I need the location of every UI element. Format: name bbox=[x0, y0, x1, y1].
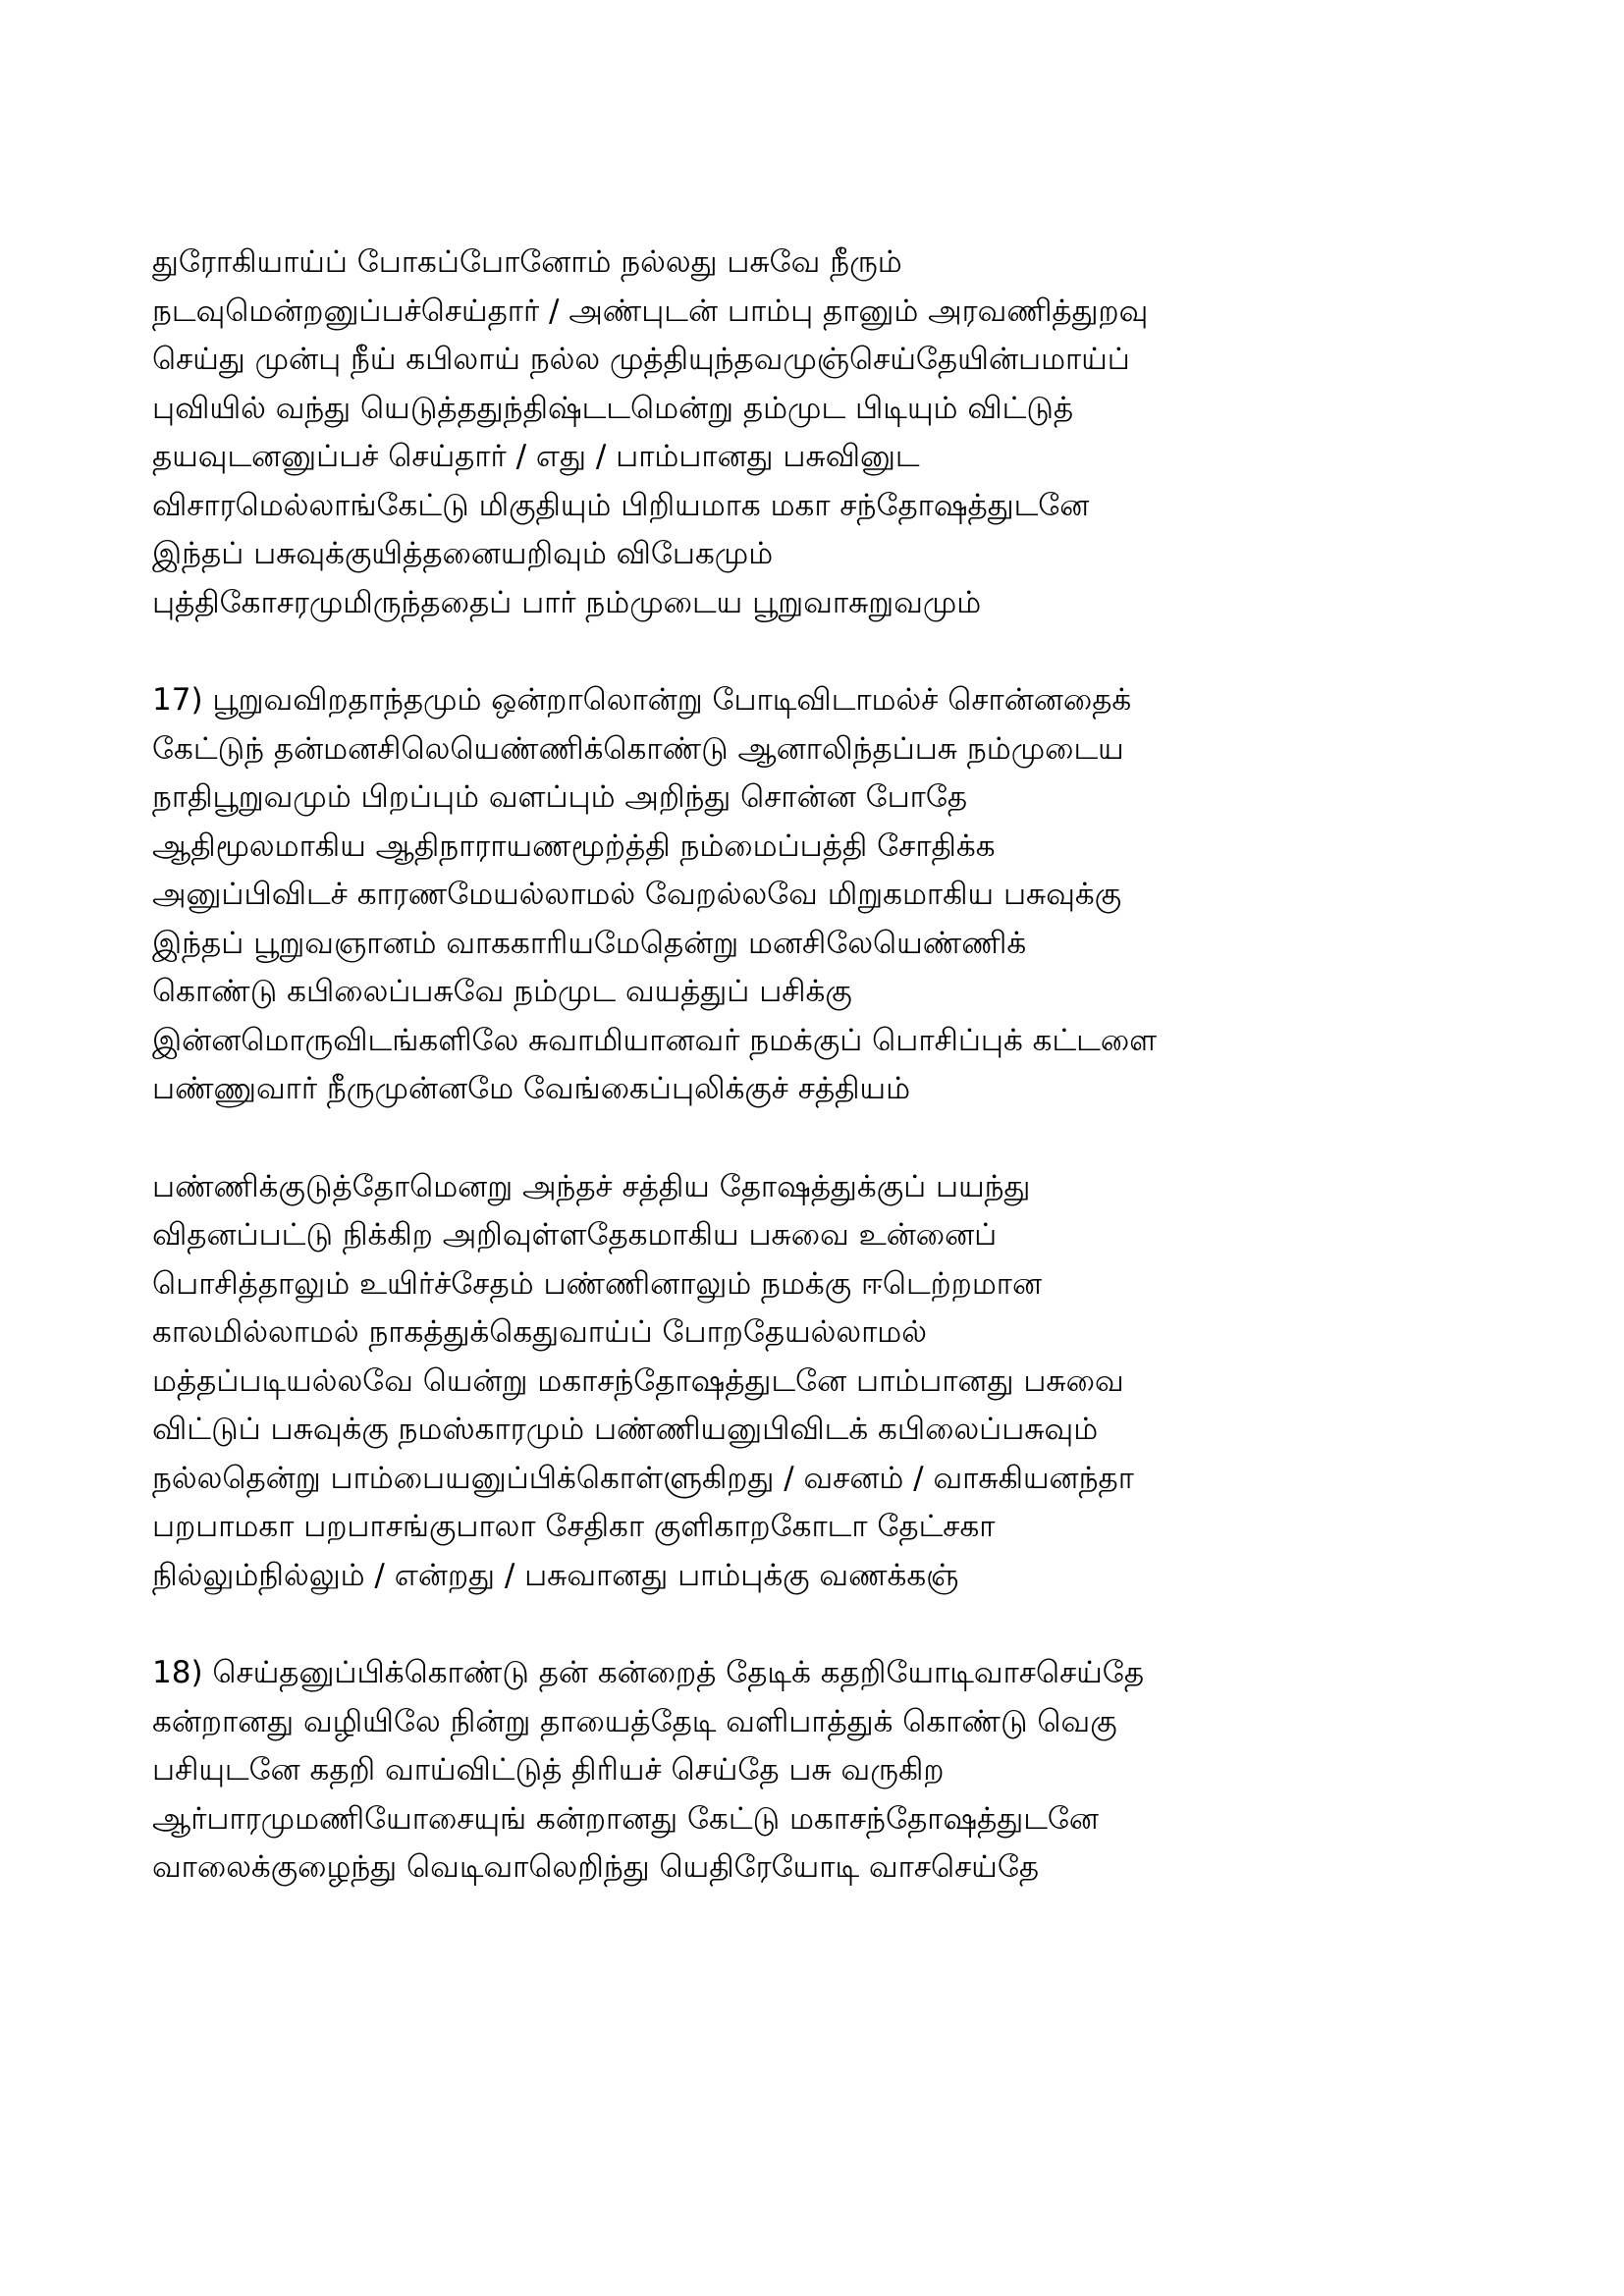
text-line: 17) பூறுவவிறதாந்தமும் ஒன்றாலொன்று போடிவிடாமல்ச் சொன்னதைக் bbox=[152, 682, 1132, 718]
text-line: இந்தப் பசுவுக்குயித்தனையறிவும் விபேகமும் bbox=[152, 536, 774, 571]
paragraph-3 bbox=[152, 1163, 1488, 1601]
text-line: கேட்டுந் தன்மனசிலெயெண்ணிக்கொண்டு ஆனாலிந்தப்பசு நம்முடைய bbox=[152, 730, 1124, 767]
text-line: விதனப்பட்டு நிக்கிற அறிவுள்ளதேகமாகிய பசுவை உன்னைப் bbox=[152, 1217, 998, 1253]
text-line: பறபாமகா பறபாசங்குபாலா சேதிகா குளிகாறகோடா தேட்சகா bbox=[152, 1509, 996, 1544]
text-line: ஆர்பாரமுமணியோசையுங் கன்றானது கேட்டு மகாசந்தோஷத்துடனே bbox=[152, 1800, 1099, 1837]
text-line: புத்திகோசரமுமிருந்ததைப் பார் நம்முடைய பூறுவாசுறுவமும் bbox=[152, 584, 982, 620]
paragraph-4 bbox=[152, 1649, 1488, 1893]
paragraph-2 bbox=[152, 676, 1488, 1114]
text-line: நல்லதென்று பாம்பையனுப்பிக்கொள்ளுகிறது / வசனம் / வாசுகியனந்தா bbox=[152, 1460, 1134, 1496]
text-line: நில்லும்நில்லும் / என்றது / பசுவானது பாம்புக்கு வணக்கஞ் bbox=[152, 1557, 959, 1593]
text-line: பண்ணிக்குடுத்தோமெனறு அந்தச் சத்திய தோஷத்துக்குப் பயந்து bbox=[152, 1168, 1031, 1204]
text-line: அனுப்பிவிடச் காரணமேயல்லாமல் வேறல்லவே மிறுகமாகிய பசுவுக்கு bbox=[152, 877, 1122, 912]
text-line: பசியுடனே கதறி வாய்விட்டுத் திரியச் செய்தே பசு வருகிற bbox=[152, 1752, 945, 1788]
text-line: துரோகியாய்ப் போகப்போனோம் நல்லது பசுவே நீரும் bbox=[152, 244, 902, 280]
text-line: கன்றானது வழியிலே நின்று தாயைத்தேடி வளிபாத்துக் கொண்டு வெகு bbox=[152, 1703, 1117, 1739]
text-line: விசாரமெல்லாங்கேட்டு மிகுதியும் பிறியமாக மகா சந்தோஷத்துடனே bbox=[152, 487, 1090, 523]
text-line: செய்து முன்பு நீய் கபிலாய் நல்ல முத்தியுந்தவமுஞ்செய்தேயின்பமாய்ப் bbox=[152, 342, 1130, 377]
text-line: நாதிபூறுவமும் பிறப்பும் வளப்பும் அறிந்து சொன்ன போதே bbox=[152, 779, 968, 815]
text-line: கொண்டு கபிலைப்பசுவே நம்முட வயத்துப் பசிக்கு bbox=[152, 974, 852, 1009]
paragraph-1 bbox=[152, 239, 1488, 627]
text-line: தயவுடனனுப்பச் செய்தார் / எது / பாம்பானது பசுவினுட bbox=[152, 439, 920, 474]
text-line: விட்டுப் பசுவுக்கு நமஸ்காரமும் பண்ணியனுபிவிடக் கபிலைப்பசுவும் bbox=[152, 1412, 1099, 1447]
text-line: புவியில் வந்து யெடுத்ததுந்திஷ்டடமென்று தம்முட பிடியும் விட்டுத் bbox=[152, 390, 1074, 426]
text-line: ஆதிமூலமாகிய ஆதிநாராயணமூற்த்தி நம்மைப்பத்தி சோதிக்க bbox=[152, 828, 996, 864]
text-line: பொசித்தாலும் உயிர்ச்சேதம் பண்ணினாலும் நமக்கு ஈடெற்றமான bbox=[152, 1265, 1043, 1302]
text-line: மத்தப்படியல்லவே யென்று மகாசந்தோஷத்துடனே பாம்பானது பசுவை bbox=[152, 1362, 1124, 1399]
text-line: வாலைக்குழைந்து வெடிவாலெறிந்து யெதிரேயோடி வாசசெய்தே bbox=[152, 1849, 1040, 1885]
text-line: இன்னமொருவிடங்களிலே சுவாமியானவர் நமக்குப் பொசிப்புக் கட்டளை bbox=[152, 1022, 1158, 1058]
text-line: நடவுமென்றனுப்பச்செய்தார் / அண்புடன் பாம்பு தானும் அரவணித்துறவு bbox=[152, 293, 1149, 329]
document-body bbox=[152, 239, 1488, 1942]
text-line: காலமில்லாமல் நாகத்துக்கெதுவாய்ப் போறதேயல்லாமல் bbox=[152, 1314, 927, 1350]
text-line: இந்தப் பூறுவஞானம் வாககாரியமேதென்று மனசிலேயெண்ணிக் bbox=[152, 925, 1027, 961]
text-line: பண்ணுவார் நீருமுன்னமே வேங்கைப்புலிக்குச் சத்தியம் bbox=[152, 1071, 911, 1106]
text-line: 18) செய்தனுப்பிக்கொண்டு தன் கன்றைத் தேடிக் கதறியோடிவாசசெய்தே bbox=[152, 1655, 1145, 1690]
